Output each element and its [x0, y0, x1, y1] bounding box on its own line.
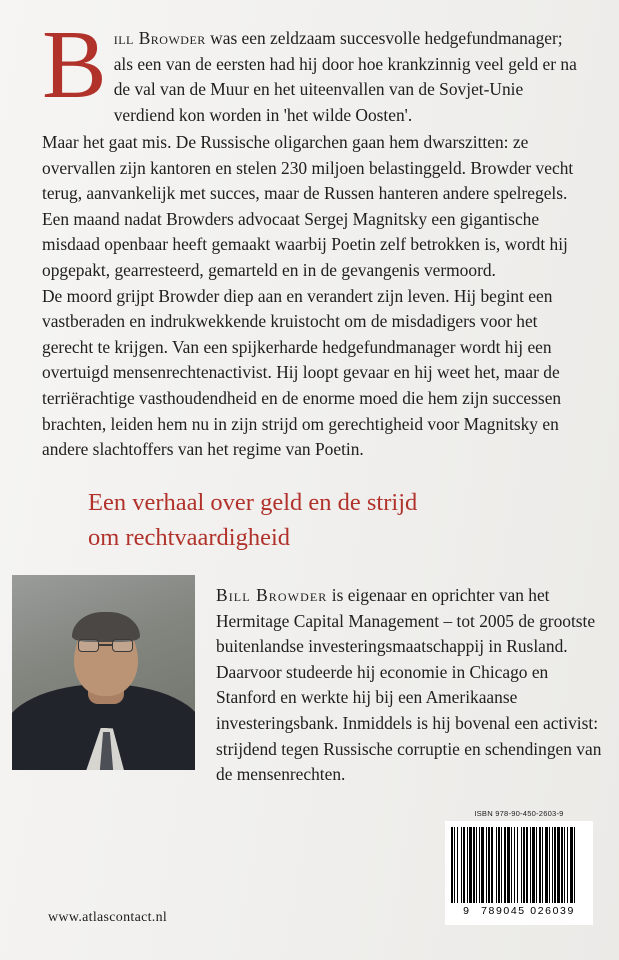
barcode-digit-prefix: 9 [463, 905, 471, 917]
pull-quote-line-1: Een verhaal over geld en de strijd [88, 489, 418, 516]
barcode-digit-body: 789045 026039 [481, 905, 575, 917]
isbn-label: ISBN 978-90-450-2603-9 [474, 809, 564, 818]
blurb-paragraph-1-text: was een zeldzaam succesvolle hedgefundmanager; als een van de eersten had hij door hoe krankzinnig veel geld er na de val van de Muur en het uiteenvallen van de Sovjet-Unie verdiend kon worden in 'het wilde Oosten'. [113, 28, 577, 125]
isbn-block [445, 809, 593, 925]
barcode-bars [451, 827, 587, 903]
pull-quote [88, 485, 558, 555]
portrait-glasses-right [112, 639, 133, 652]
author-name: Bill Browder [216, 585, 328, 605]
blurb-paragraph-1 [42, 11, 580, 130]
drop-cap-letter: B [42, 11, 107, 118]
barcode-digits [451, 905, 587, 917]
blurb-paragraph-3: De moord grijpt Browder diep aan en verandert zijn leven. Hij begint een vastberaden en indrukwekkende kruistocht om de misdadigers voor het gerecht te krijgen. Van een spijkerharde hedgefundmanager wordt hij een overtuigd mensenrechtenactivist. Hij loopt gevaar en hij weet het, maar de terriërachtige vasthoudendheid en de enorme moed die hem zijn successen brachten, leiden hem nu in zijn strijd om gerechtigheid voor Magnitsky en andere slachtoffers van het regime van Poetin. [42, 285, 562, 460]
portrait-glasses-left [78, 639, 99, 652]
author-bio-text: is eigenaar en oprichter van het Hermitage Capital Management – tot 2005 de grootste buitenlandse investeringsmaatschappij in Rusland. Daarvoor studeerde hij economie in Chicago en Stanford en werkte hij bij een Amerikaanse investeringsbank. Inmiddels is hij bovenal een activist: strijdend tegen Russische corruptie en schendingen van de mensenrechten. [216, 585, 602, 785]
blurb-paragraph-2: Maar het gaat mis. De Russische oligarchen gaan hem dwarszitten: ze overvallen zijn kantoren en stelen 230 miljoen belastinggeld. Browder vecht terug, aanvankelijk met succes, maar de Russen hanteren andere spelregels. Een maand nadat Browders advocaat Sergej Magnitsky een gigantische misdaad openbaar heeft gemaakt waarbij Poetin zelf betrokken is, wordt hij opgepakt, gearresteerd, gemarteld en in de gevangenis vermoord. [42, 132, 574, 280]
author-bio [195, 575, 608, 788]
book-blurb [42, 11, 580, 463]
publisher-website[interactable]: www.atlascontact.nl [48, 910, 168, 925]
author-portrait [12, 575, 195, 770]
barcode [445, 821, 593, 925]
lead-author-name: ill Browder [113, 28, 206, 48]
author-section [12, 575, 608, 788]
pull-quote-line-2: om rechtvaardigheid [88, 524, 291, 551]
portrait-glasses-bridge [99, 644, 112, 646]
